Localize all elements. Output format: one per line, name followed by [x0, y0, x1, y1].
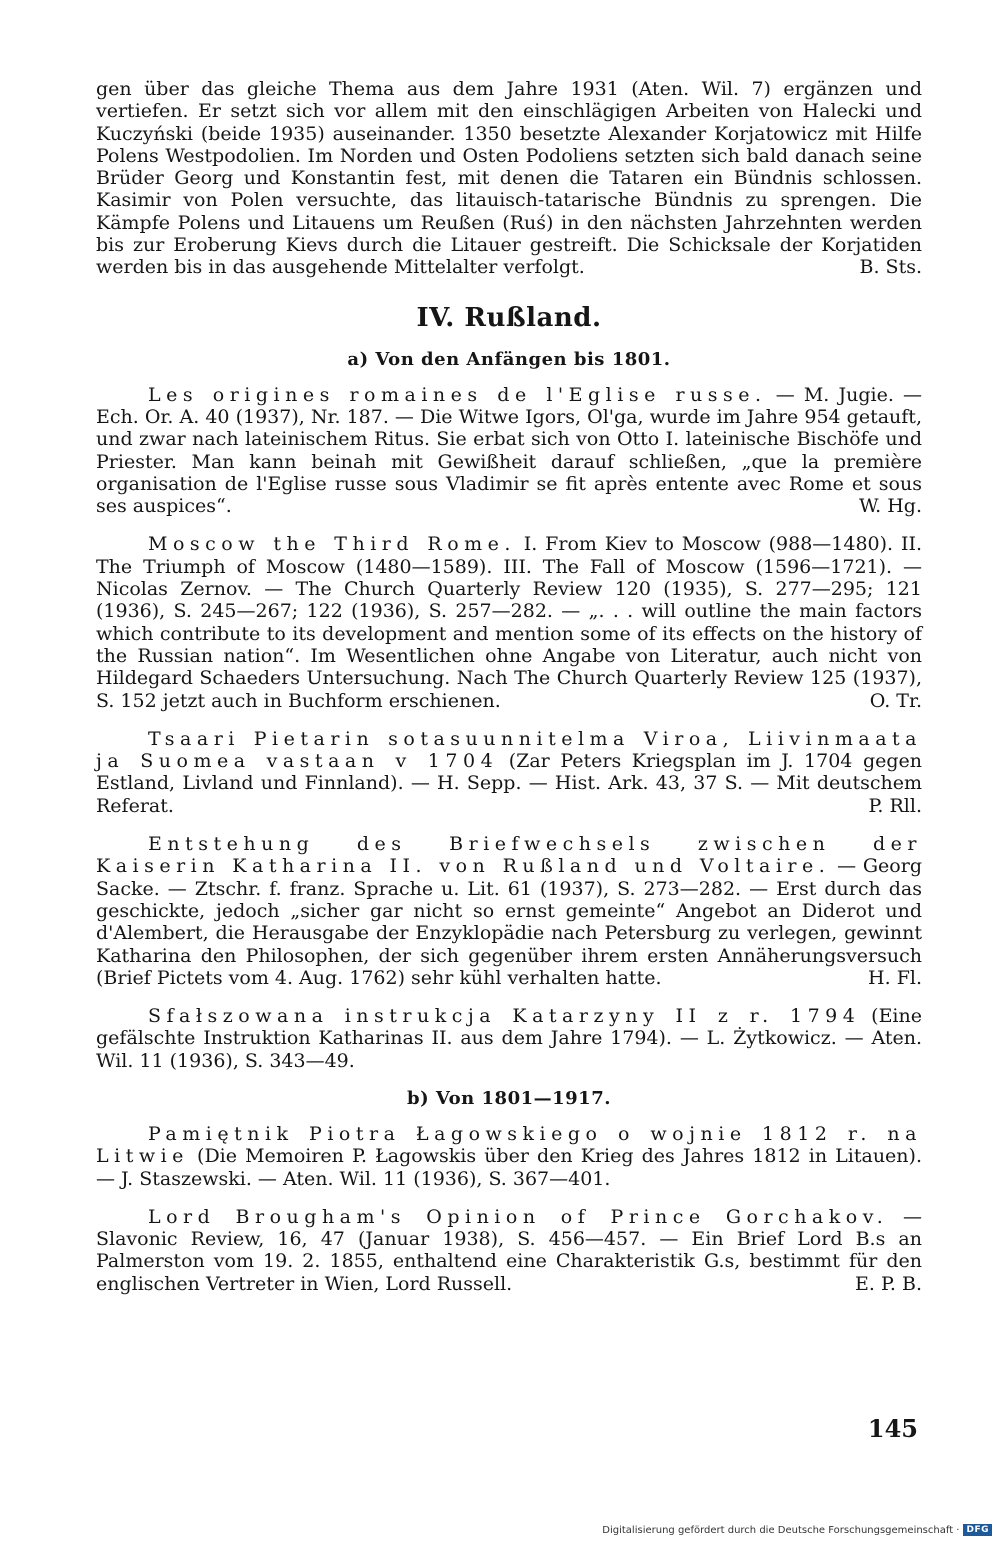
entry-signature: W. Hg.	[858, 495, 922, 518]
entry-body: — M. Jugie. — Ech. Or. A. 40 (1937), Nr. 187. — Die Witwe Igors, Ol'ga, wurde im Jahre 954 getauft, und zwar nach lateinischem Ritus. Sie erbat sich von Otto I. lateinische Bischöfe und Priester. Man kann beinah mit Gewißheit darauf schließen, „que la première organisation de l'Eglise russe sous Vladimir se fit après entente avec Rome et sous ses auspices“.	[96, 383, 923, 518]
intro-signature: B. Sts.	[859, 256, 922, 279]
entry-body: (Die Memoiren P. Łagowskis über den Krieg des Jahres 1812 in Litauen). — J. Staszewski. — Aten. Wil. 11 (1936), S. 367—401.	[96, 1145, 922, 1190]
dfg-logo-icon: DFG	[963, 1524, 992, 1536]
entry-title: Entstehung des Briefwechsels zwischen der Kaiserin Katharina II. von Rußland und Voltaire.	[96, 833, 922, 878]
entry-body: (Zar Peters Kriegsplan im J. 1704 gegen Estland, Livland und Finnland). — H. Sepp. — Hist. Ark. 43, 37 S. — Mit deutschem Referat.	[96, 750, 922, 817]
bibliography-entry	[96, 728, 922, 817]
intro-paragraph	[96, 78, 922, 279]
entry-title: Les origines romaines de l'Eglise russe.	[148, 383, 767, 406]
bibliography-entry	[96, 1206, 922, 1295]
entry-title: Pamiętnik Piotra Łagowskiego o wojnie 1812 r. na Litwie	[96, 1122, 922, 1168]
digitization-footer	[560, 1524, 992, 1536]
intro-text: gen über das gleiche Thema aus dem Jahre 1931 (Aten. Wil. 7) ergänzen und vertiefen. Er setzt sich vor allem mit den einschlägigen Arbeiten von Halecki und Kuczyński (beide 1935) auseinander. 1350 besetzte Alexander Korjatowicz mit Hilfe Polens Westpodolien. Im Norden und Osten Podoliens setzten sich bald danach seine Brüder Georg und Konstantin fest, mit denen die Tataren ein Bündnis schlossen. Kasimir von Polen versuchte, das litauisch-tatarische Bündnis zu sprengen. Die Kämpfe Polens und Litauens um Reußen (Ruś) in den nächsten Jahrzehnten werden bis zur Eroberung Kievs durch die Litauer gestreift. Die Schicksale der Korjatiden werden bis in das ausgehende Mittelalter verfolgt.	[96, 78, 922, 279]
entry-title: Sfałszowana instrukcja Katarzyny II z r. 1794	[148, 1005, 861, 1028]
subsection-b-heading: b) Von 1801—1917.	[406, 1087, 611, 1109]
footer-text: Digitalisierung gefördert durch die Deutsche Forschungsgemeinschaft ·	[602, 1524, 960, 1536]
entry-signature: H. Fl.	[868, 966, 922, 989]
entry-title: Moscow the Third Rome.	[148, 533, 516, 556]
entry-signature: O. Tr.	[869, 689, 922, 712]
entry-body: — Georg Sacke. — Ztschr. f. franz. Sprache u. Lit. 61 (1937), S. 273—282. — Erst durch das geschickte, jedoch „sicher gar nicht so ernst gemeinte“ Angebot an Diderot und d'Alembert, die Herausgabe der Enzyklopädie nach Petersburg zu verlegen, gewinnt Katharina den Philosophen, der sich gegenüber ihrem ersten Annäherungsversuch (Brief Pictets vom 4. Aug. 1762) sehr kühl verhalten hatte.	[96, 855, 922, 989]
bibliography-entry	[96, 1005, 922, 1072]
bibliography-entry	[96, 833, 922, 989]
entry-signature: P. Rll.	[868, 794, 922, 817]
entry-title: Tsaari Pietarin sotasuunnitelma Viroa, Liivinmaata ja Suomea vastaan v 1704	[96, 727, 922, 773]
section-title: IV. Rußland.	[416, 302, 602, 333]
entry-signature: E. P. B.	[855, 1272, 922, 1295]
entry-body: (Eine gefälschte Instruktion Katharinas II. aus dem Jahre 1794). — L. Żytkowicz. — Aten. Wil. 11 (1936), S. 343—49.	[96, 1005, 922, 1072]
page-body	[96, 78, 922, 1311]
bibliography-entry	[96, 533, 922, 711]
bibliography-entry	[96, 1123, 922, 1190]
entry-body: I. From Kiev to Moscow (988—1480). II. The Triumph of Moscow (1480—1589). III. The Fall of Moscow (1596—1721). — Nicolas Zernov. — The Church Quarterly Review 120 (1935), S. 277—295; 121 (1936), S. 245—267; 122 (1936), S. 257—282. — „. . . will outline the main factors which contribute to its development and mention some of its effects on the history of the Russian nation“. Im Wesentlichen ohne Angabe von Literatur, auch nicht von Hildegard Schaeders Untersuchung. Nach The Church Quarterly Review 125 (1937), S. 152 jetzt auch in Buchform erschienen.	[96, 533, 923, 712]
entry-title: Lord Brougham's Opinion of Prince Gorchakov.	[148, 1205, 889, 1228]
entry-body: — Slavonic Review, 16, 47 (Januar 1938), S. 456—457. — Ein Brief Lord B.s an Palmerston vom 19. 2. 1855, enthaltend eine Charakteristik G.s, bestimmt für den englischen Vertreter in Wien, Lord Russell.	[96, 1205, 923, 1295]
page-number: 145	[867, 1414, 918, 1443]
subsection-a-heading: a) Von den Anfängen bis 1801.	[347, 348, 671, 370]
bibliography-entry	[96, 384, 922, 518]
